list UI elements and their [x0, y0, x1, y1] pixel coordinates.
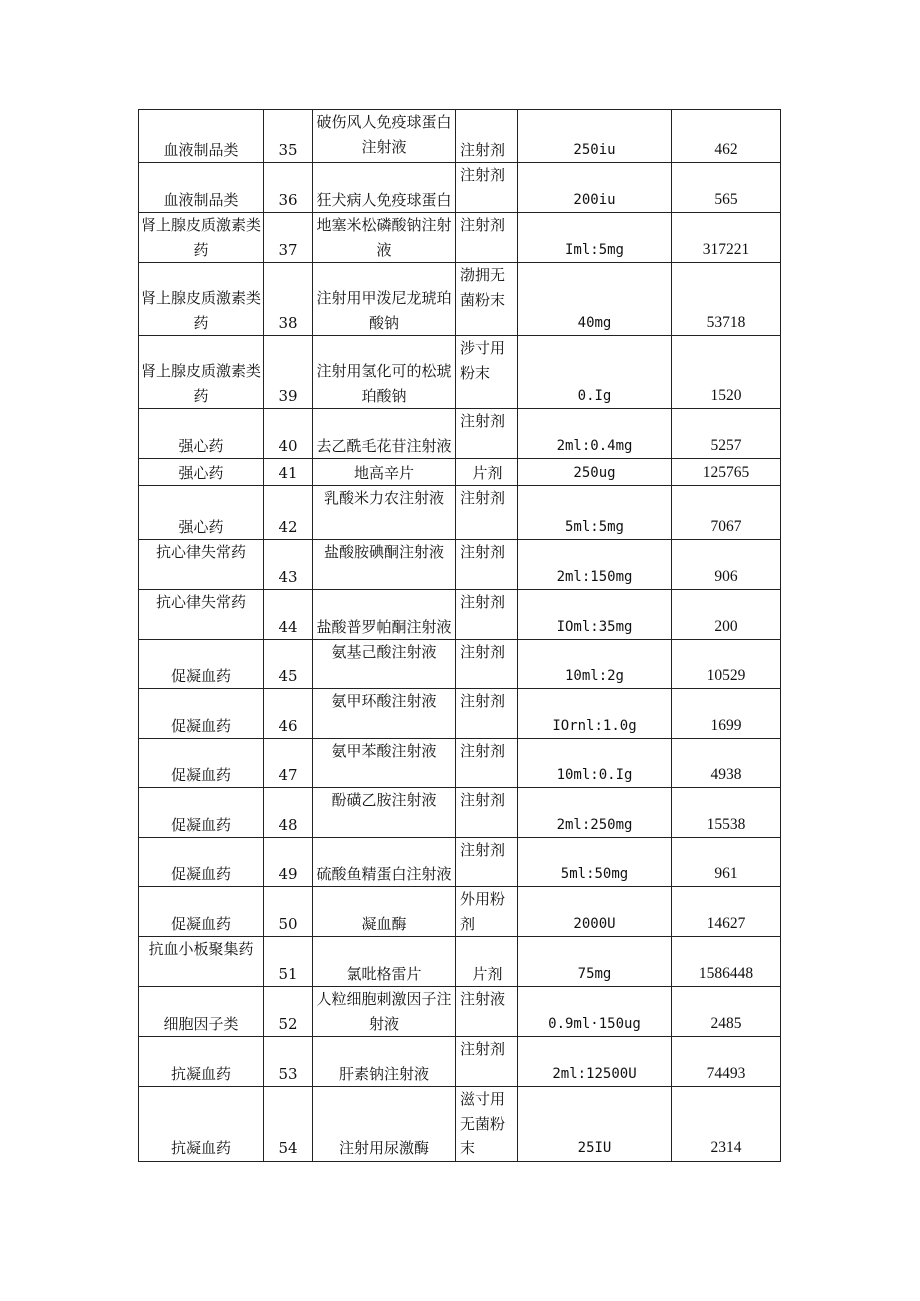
number-cell: 51	[264, 937, 313, 987]
spec-cell: 2ml:12500U	[518, 1037, 672, 1087]
number-cell: 44	[264, 590, 313, 640]
number-cell: 50	[264, 887, 313, 937]
quantity-cell: 74493	[672, 1037, 781, 1087]
spec-cell: IOml:35mg	[518, 590, 672, 640]
table-row	[139, 590, 781, 640]
category-cell: 抗心律失常药	[139, 540, 264, 590]
spec-cell: 25IU	[518, 1087, 672, 1162]
drug-name-cell: 酚磺乙胺注射液	[313, 788, 456, 838]
number-cell: 35	[264, 110, 313, 163]
quantity-cell: 125765	[672, 459, 781, 486]
table-row	[139, 937, 781, 987]
category-cell: 血液制品类	[139, 163, 264, 213]
category-cell: 促凝血药	[139, 788, 264, 838]
table-row	[139, 887, 781, 937]
dosage-form-cell: 注射剂	[456, 213, 518, 263]
quantity-cell: 7067	[672, 486, 781, 540]
quantity-cell: 2314	[672, 1087, 781, 1162]
quantity-cell: 4938	[672, 739, 781, 788]
drug-name-cell: 凝血酶	[313, 887, 456, 937]
category-cell: 促凝血药	[139, 887, 264, 937]
category-cell: 肾上腺皮质激素类药	[139, 336, 264, 409]
spec-cell: 5ml:50mg	[518, 838, 672, 887]
number-cell: 42	[264, 486, 313, 540]
category-cell: 肾上腺皮质激素类药	[139, 213, 264, 263]
table-row	[139, 739, 781, 788]
table-row	[139, 689, 781, 739]
category-cell: 细胞因子类	[139, 987, 264, 1037]
dosage-form-cell: 渤拥无菌粉末	[456, 263, 518, 336]
table-row	[139, 263, 781, 336]
quantity-cell: 53718	[672, 263, 781, 336]
drug-name-cell: 地高辛片	[313, 459, 456, 486]
quantity-cell: 10529	[672, 640, 781, 689]
category-cell: 肾上腺皮质激素类药	[139, 263, 264, 336]
spec-cell: 0.9ml·150ug	[518, 987, 672, 1037]
spec-cell: 0.Ig	[518, 336, 672, 409]
drug-name-cell: 地塞米松磷酸钠注射液	[313, 213, 456, 263]
spec-cell: IOrnl:1.0g	[518, 689, 672, 739]
dosage-form-cell: 涉寸用粉末	[456, 336, 518, 409]
number-cell: 37	[264, 213, 313, 263]
drug-name-cell: 乳酸米力农注射液	[313, 486, 456, 540]
table-row	[139, 459, 781, 486]
drug-name-cell: 人粒细胞刺激因子注射液	[313, 987, 456, 1037]
table-row	[139, 540, 781, 590]
dosage-form-cell: 注射剂	[456, 540, 518, 590]
number-cell: 36	[264, 163, 313, 213]
quantity-cell: 906	[672, 540, 781, 590]
drug-table	[138, 109, 781, 1162]
number-cell: 45	[264, 640, 313, 689]
category-cell: 促凝血药	[139, 838, 264, 887]
dosage-form-cell: 注射剂	[456, 640, 518, 689]
quantity-cell: 15538	[672, 788, 781, 838]
number-cell: 43	[264, 540, 313, 590]
dosage-form-cell: 片剂	[456, 459, 518, 486]
drug-name-cell: 硫酸鱼精蛋白注射液	[313, 838, 456, 887]
number-cell: 49	[264, 838, 313, 887]
dosage-form-cell: 注射剂	[456, 689, 518, 739]
drug-name-cell: 破伤风人免疫球蛋白注射液	[313, 110, 456, 163]
drug-name-cell: 氨甲苯酸注射液	[313, 739, 456, 788]
spec-cell: 10ml:0.Ig	[518, 739, 672, 788]
dosage-form-cell: 注射剂	[456, 590, 518, 640]
spec-cell: 2ml:150mg	[518, 540, 672, 590]
dosage-form-cell: 注射剂	[456, 739, 518, 788]
spec-cell: 2ml:0.4mg	[518, 409, 672, 459]
spec-cell: Iml:5mg	[518, 213, 672, 263]
category-cell: 抗凝血药	[139, 1037, 264, 1087]
table-row	[139, 1037, 781, 1087]
drug-name-cell: 去乙酰毛花苷注射液	[313, 409, 456, 459]
dosage-form-cell: 注射剂	[456, 838, 518, 887]
drug-name-cell: 注射用尿激酶	[313, 1087, 456, 1162]
dosage-form-cell: 注射剂	[456, 110, 518, 163]
quantity-cell: 200	[672, 590, 781, 640]
drug-name-cell: 注射用甲泼尼龙琥珀酸钠	[313, 263, 456, 336]
quantity-cell: 1586448	[672, 937, 781, 987]
quantity-cell: 317221	[672, 213, 781, 263]
spec-cell: 250iu	[518, 110, 672, 163]
category-cell: 促凝血药	[139, 640, 264, 689]
number-cell: 48	[264, 788, 313, 838]
dosage-form-cell: 注射液	[456, 987, 518, 1037]
category-cell: 抗心律失常药	[139, 590, 264, 640]
spec-cell: 10ml:2g	[518, 640, 672, 689]
number-cell: 41	[264, 459, 313, 486]
quantity-cell: 565	[672, 163, 781, 213]
category-cell: 强心药	[139, 459, 264, 486]
number-cell: 38	[264, 263, 313, 336]
category-cell: 强心药	[139, 486, 264, 540]
number-cell: 46	[264, 689, 313, 739]
table-row	[139, 987, 781, 1037]
quantity-cell: 14627	[672, 887, 781, 937]
drug-name-cell: 氨基己酸注射液	[313, 640, 456, 689]
spec-cell: 40mg	[518, 263, 672, 336]
spec-cell: 2000U	[518, 887, 672, 937]
category-cell: 强心药	[139, 409, 264, 459]
table-row	[139, 213, 781, 263]
number-cell: 40	[264, 409, 313, 459]
table-row	[139, 336, 781, 409]
table-row	[139, 486, 781, 540]
drug-name-cell: 狂犬病人免疫球蛋白	[313, 163, 456, 213]
number-cell: 54	[264, 1087, 313, 1162]
dosage-form-cell: 注射剂	[456, 1037, 518, 1087]
dosage-form-cell: 注射剂	[456, 163, 518, 213]
dosage-form-cell: 注射剂	[456, 409, 518, 459]
quantity-cell: 462	[672, 110, 781, 163]
category-cell: 抗血小板聚集药	[139, 937, 264, 987]
drug-name-cell: 注射用氢化可的松琥珀酸钠	[313, 336, 456, 409]
table-row	[139, 838, 781, 887]
dosage-form-cell: 片剂	[456, 937, 518, 987]
number-cell: 39	[264, 336, 313, 409]
category-cell: 血液制品类	[139, 110, 264, 163]
table-row	[139, 163, 781, 213]
number-cell: 53	[264, 1037, 313, 1087]
quantity-cell: 1520	[672, 336, 781, 409]
drug-name-cell: 氯吡格雷片	[313, 937, 456, 987]
category-cell: 促凝血药	[139, 739, 264, 788]
dosage-form-cell: 注射剂	[456, 788, 518, 838]
category-cell: 促凝血药	[139, 689, 264, 739]
table-row	[139, 1087, 781, 1162]
spec-cell: 250ug	[518, 459, 672, 486]
dosage-form-cell: 注射剂	[456, 486, 518, 540]
spec-cell: 2ml:250mg	[518, 788, 672, 838]
dosage-form-cell: 外用粉剂	[456, 887, 518, 937]
number-cell: 47	[264, 739, 313, 788]
table-row	[139, 409, 781, 459]
drug-name-cell: 氨甲环酸注射液	[313, 689, 456, 739]
drug-name-cell: 盐酸胺碘酮注射液	[313, 540, 456, 590]
category-cell: 抗凝血药	[139, 1087, 264, 1162]
table-row	[139, 110, 781, 163]
spec-cell: 200iu	[518, 163, 672, 213]
spec-cell: 75mg	[518, 937, 672, 987]
dosage-form-cell: 滋寸用无菌粉末	[456, 1087, 518, 1162]
quantity-cell: 961	[672, 838, 781, 887]
spec-cell: 5ml:5mg	[518, 486, 672, 540]
table-row	[139, 640, 781, 689]
quantity-cell: 2485	[672, 987, 781, 1037]
number-cell: 52	[264, 987, 313, 1037]
table-row	[139, 788, 781, 838]
quantity-cell: 1699	[672, 689, 781, 739]
drug-name-cell: 肝素钠注射液	[313, 1037, 456, 1087]
quantity-cell: 5257	[672, 409, 781, 459]
drug-name-cell: 盐酸普罗帕酮注射液	[313, 590, 456, 640]
